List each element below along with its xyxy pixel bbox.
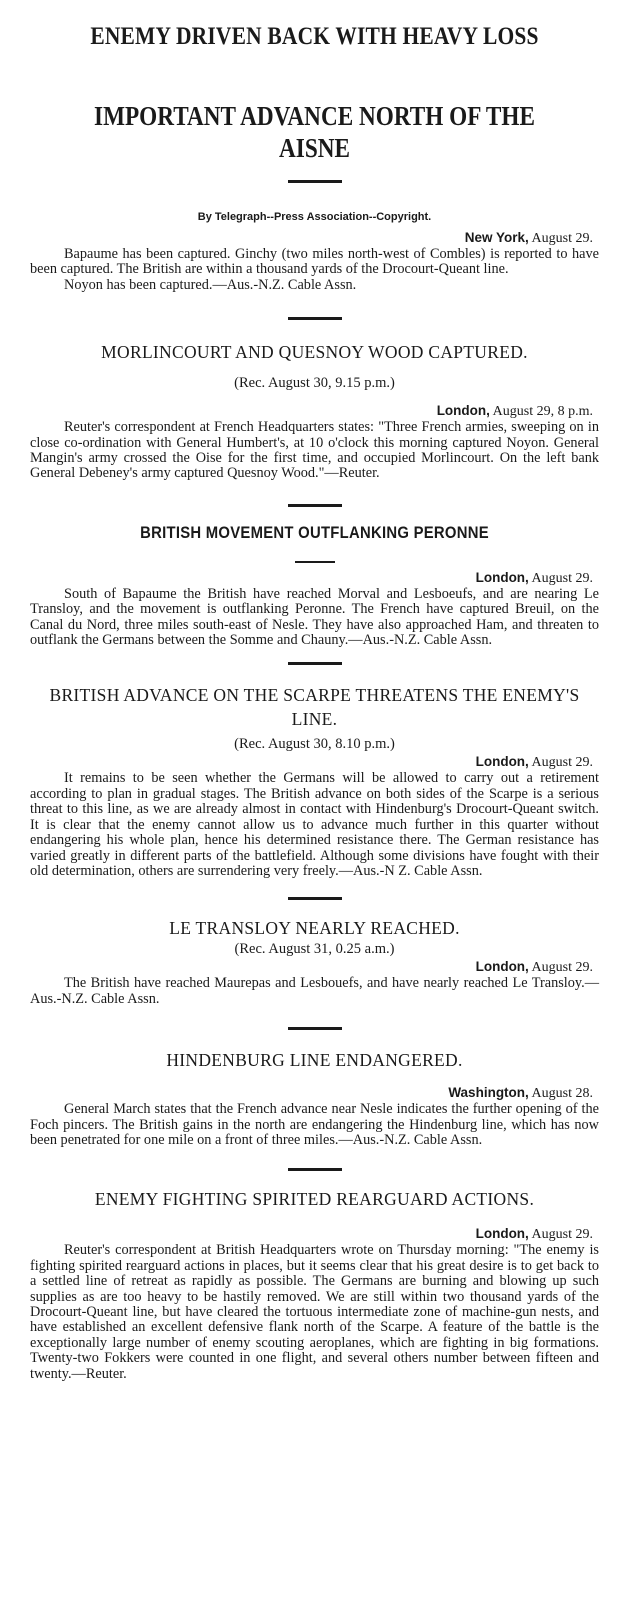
section-text: Reuter's correspondent at French Headquarters states: "Three French armies, sweeping on in close co-ordination with General Humbert's, at 10 o'clock this morning captured Noyon. General Mangin's army crossed the Oise for the first time, and occupied Morlincourt. On the left bank General Debeney's army captured Quesnoy Wood."—Reuter. bbox=[30, 419, 599, 482]
divider bbox=[288, 662, 342, 665]
section-dateline bbox=[30, 1225, 599, 1243]
intro-paragraph: Noyon has been captured.—Aus.-N.Z. Cable Assn. bbox=[64, 276, 357, 293]
section-dateline bbox=[30, 958, 599, 976]
dateline-date: August 28. bbox=[531, 1086, 593, 1102]
divider bbox=[288, 317, 342, 320]
dateline-place: London, bbox=[475, 1226, 529, 1242]
section-text: Reuter's correspondent at British Headquarters wrote on Thursday morning: "The enemy is fighting spirited rearguard actions in places, but it seems clear that his great desire is to get back to a settled line of retreat as rapidly as possible. The Germans are burning and blowing up such supplies as are too heavy to be hastily removed. We are still within two thousand yards of the Drocourt-Queant line, but have cleared the tortuous intermediate zone of machine-gun nests, and have established an excellent defensive flank north of the Scarpe. A feature of the battle is the exceptionally large number of enemy scouting aeroplanes, which are fighting in big formations. Twenty-two Fokkers were counted in one flight, and several others number between fifteen and twenty.—Reuter. bbox=[30, 1242, 599, 1382]
section-title: MORLINCOURT AND QUESNOY WOOD CAPTURED. bbox=[101, 342, 528, 363]
section-text: It remains to be seen whether the Germans will be allowed to carry out a retirement according to plan in gradual stages. The British advance on both sides of the Scarpe is a serious threat to this line, as we are already almost in contact with Hindenburg's Drocourt-Queant switch. It is clear that the enemy cannot allow us to advance much further in this quarter without endangering his whole plan, hence his determined resistance there. The German resistance has varied greatly in different parts of the battlefield. Although some divisions have fought with their old determination, others are surrendering very freely.—Aus.-N Z. Cable Assn. bbox=[30, 770, 599, 879]
sub-headline: IMPORTANT ADVANCE NORTH OF THE AISNE bbox=[94, 101, 535, 163]
section-dateline bbox=[30, 753, 599, 771]
section-text: The British have reached Maurepas and Lesbouefs, and have nearly reached Le Transloy.—Aus.-N.Z. Cable Assn. bbox=[30, 975, 599, 1007]
section-title: BRITISH ADVANCE ON THE SCARPE THREATENS THE ENEMY'S LINE. bbox=[49, 685, 580, 730]
section-title: HINDENBURG LINE ENDANGERED. bbox=[166, 1050, 463, 1071]
dateline-date: August 29. bbox=[531, 570, 593, 586]
divider bbox=[288, 897, 342, 900]
dateline-place: London, bbox=[475, 959, 529, 975]
section-title: BRITISH MOVEMENT OUTFLANKING PERONNE bbox=[140, 523, 489, 542]
dateline-date: August 29, 8 p.m. bbox=[492, 404, 593, 420]
divider bbox=[288, 504, 342, 507]
divider bbox=[295, 561, 335, 563]
divider bbox=[288, 180, 342, 183]
byline: By Telegraph--Press Association--Copyright. bbox=[197, 211, 432, 223]
section-dateline bbox=[30, 569, 599, 587]
dateline-place: New York, bbox=[464, 230, 529, 245]
dateline-place: London, bbox=[436, 403, 490, 419]
section-title: ENEMY FIGHTING SPIRITED REARGUARD ACTIONS. bbox=[94, 1189, 535, 1210]
intro-dateline bbox=[30, 229, 599, 247]
section-dateline bbox=[30, 402, 599, 420]
received-time: (Rec. August 31, 0.25 a.m.) bbox=[234, 941, 395, 958]
divider bbox=[288, 1027, 342, 1030]
received-time: (Rec. August 30, 8.10 p.m.) bbox=[234, 736, 395, 753]
intro-paragraph: Bapaume has been captured. Ginchy (two miles north-west of Combles) is reported to have been captured. The British are within a thousand yards of the Drocourt-Queant line. bbox=[30, 246, 599, 278]
section-title: LE TRANSLOY NEARLY REACHED. bbox=[169, 918, 460, 939]
dateline-date: August 29. bbox=[531, 755, 593, 771]
main-headline: ENEMY DRIVEN BACK WITH HEAVY LOSS bbox=[90, 23, 539, 50]
dateline-date: August 29. bbox=[531, 231, 593, 246]
dateline-date: August 29. bbox=[531, 1227, 593, 1243]
dateline-date: August 29. bbox=[531, 960, 593, 976]
section-text: South of Bapaume the British have reached Morval and Lesboeufs, and are nearing Le Transloy, and the movement is outflanking Peronne. The French have captured Breuil, on the Canal du Nord, three miles south-east of Nesle. They have also approached Ham, and threaten to outflank the Germans between the Somme and Chauny.—Aus.-N.Z. Cable Assn. bbox=[30, 585, 599, 649]
dateline-place: Washington, bbox=[448, 1085, 529, 1101]
divider bbox=[288, 1168, 342, 1171]
dateline-place: London, bbox=[475, 569, 529, 585]
received-time: (Rec. August 30, 9.15 p.m.) bbox=[234, 375, 395, 392]
section-dateline bbox=[30, 1084, 599, 1102]
dateline-place: London, bbox=[475, 754, 529, 770]
section-text: General March states that the French advance near Nesle indicates the further opening of the Foch pincers. The British gains in the north are endangering the Hindenburg line, which has now been penetrated for one mile on a front of three miles.—Aus.-N.Z. Cable Assn. bbox=[30, 1101, 599, 1148]
